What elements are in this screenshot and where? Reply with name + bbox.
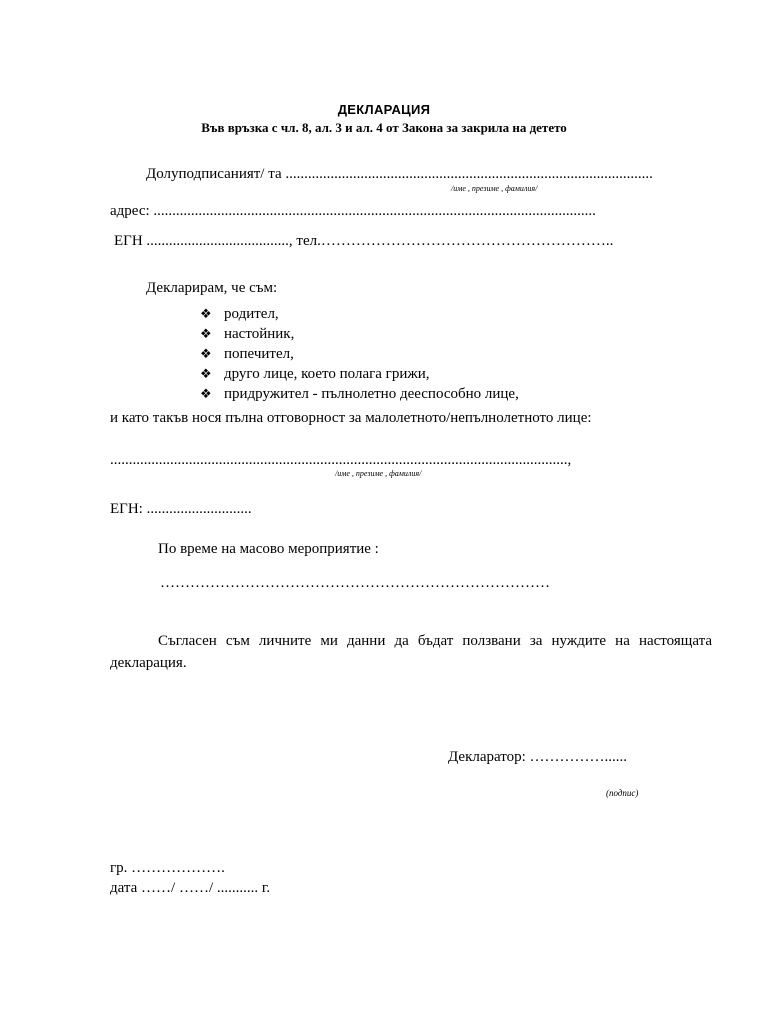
event-blank-line: …………………………………………………………………… [160,575,550,591]
list-item [200,304,519,324]
declarant-name-hint: /име , презиме , фамилия/ [451,184,538,193]
date-line: дата ……/ ……/ ........... г. [110,880,271,896]
diamond-bullet-icon: ❖ [200,306,212,321]
diamond-bullet-icon: ❖ [200,326,212,341]
address-line: адрес: ...................................................................................................................... [110,203,596,219]
responsibility-statement: и като такъв нося пълна отговорност за малолетното/непълнолетното лице: [110,410,592,426]
document-title: ДЕКЛАРАЦИЯ [337,102,431,117]
option-label: родител, [224,306,279,322]
egn-phone-line: ЕГН ......................................, тел.………………………………………………….. [114,233,614,249]
consent-paragraph: Съгласен съм личните ми данни да бъдат ползвани за нуждите на настоящата декларация. [110,633,712,671]
list-item [200,344,519,364]
option-label: друго лице, което полага грижи, [224,366,430,382]
list-item [200,364,519,384]
option-label: придружител - пълнолетно дееспособно лице, [224,386,519,402]
declaration-intro: Декларирам, че съм: [146,280,278,296]
child-name-hint: /име , презиме , фамилия/ [335,469,422,478]
option-label: попечител, [224,346,294,362]
diamond-bullet-icon: ❖ [200,346,212,361]
child-name-line: .........................................................................................................................., [110,452,572,468]
signature-hint: (подпис) [606,788,639,798]
declarant-name-line: Долуподписаният/ та .................................................................................................. [146,166,653,182]
diamond-bullet-icon: ❖ [200,366,212,381]
child-egn-line: ЕГН: ............................ [110,501,252,517]
document-subtitle: Във връзка с чл. 8, ал. 3 и ал. 4 от Закона за закрила на детето [201,120,567,135]
city-line: гр. ………………. [110,860,225,876]
event-label: По време на масово мероприятие : [158,541,379,557]
declarant-signature-line: Декларатор: ……………...... [448,749,628,765]
list-item [200,384,519,404]
option-label: настойник, [224,326,295,342]
list-item [200,324,519,344]
role-options-list [200,304,519,404]
diamond-bullet-icon: ❖ [200,386,212,401]
